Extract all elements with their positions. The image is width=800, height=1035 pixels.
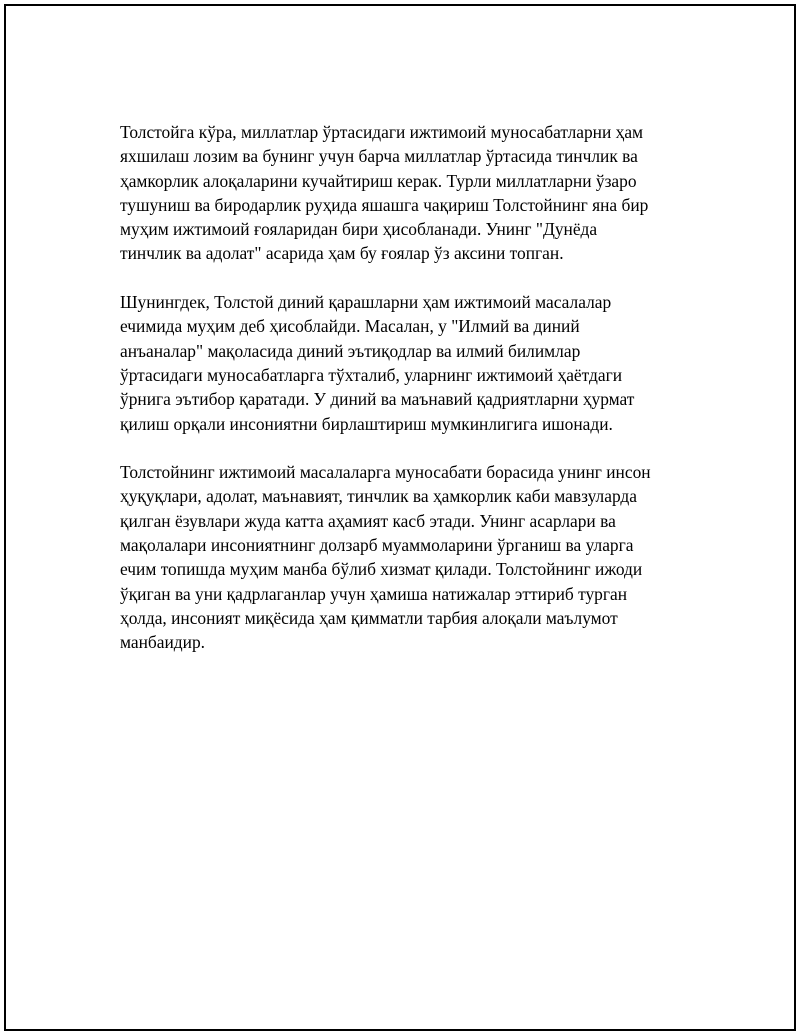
paragraph-2: Шунингдек, Толстой диний қарашларни ҳам ижтимоий масалалар ечимида муҳим деб ҳисоблайди. Масалан, у "Илмий ва диний анъаналар" мақоласида диний эътиқодлар ва илмий билимлар ўртасидаги муносабатларга тўхталиб, уларнинг ижтимоий ҳаётдаги ўрнига эътибор қаратади. У диний ва маънавий қадриятларни ҳурмат қилиш орқали инсониятни бирлаштириш мумкинлигига ишонади. bbox=[120, 292, 635, 434]
document-body bbox=[120, 120, 700, 679]
paragraph-3: Толстойнинг ижтимоий масалаларга муносабати борасида унинг инсон ҳуқуқлари, адолат, маънавият, тинчлик ва ҳамкорлик каби мавзуларда қилган ёзувлари жуда катта аҳамият касб этади. Унинг асарлари ва мақолалари инсониятнинг долзарб муаммоларини ўрганиш ва уларга ечим топишда муҳим манба бўлиб хизмат қилади. Толстойнинг ижоди ўқиган ва уни қадрлаганлар учун ҳамиша натижалар эттириб турган ҳолда, инсоният миқёсида ҳам қимматли тарбия алоқали маълумот манбаидир. bbox=[120, 462, 651, 653]
document-page bbox=[4, 4, 796, 1031]
paragraph-1: Толстойга кўра, миллатлар ўртасидаги ижтимоий муносабатларни ҳам яхшилаш лозим ва бунинг учун барча миллатлар ўртасида тинчлик ва ҳамкорлик алоқаларини кучайтириш керак. Турли миллатларни ўзаро тушуниш ва биродарлик руҳида яшашга чақириш Толстойнинг яна бир муҳим ижтимоий ғояларидан бири ҳисобланади. Унинг "Дунёда тинчлик ва адолат" асарида ҳам бу ғоялар ўз аксини топган. bbox=[120, 122, 649, 264]
